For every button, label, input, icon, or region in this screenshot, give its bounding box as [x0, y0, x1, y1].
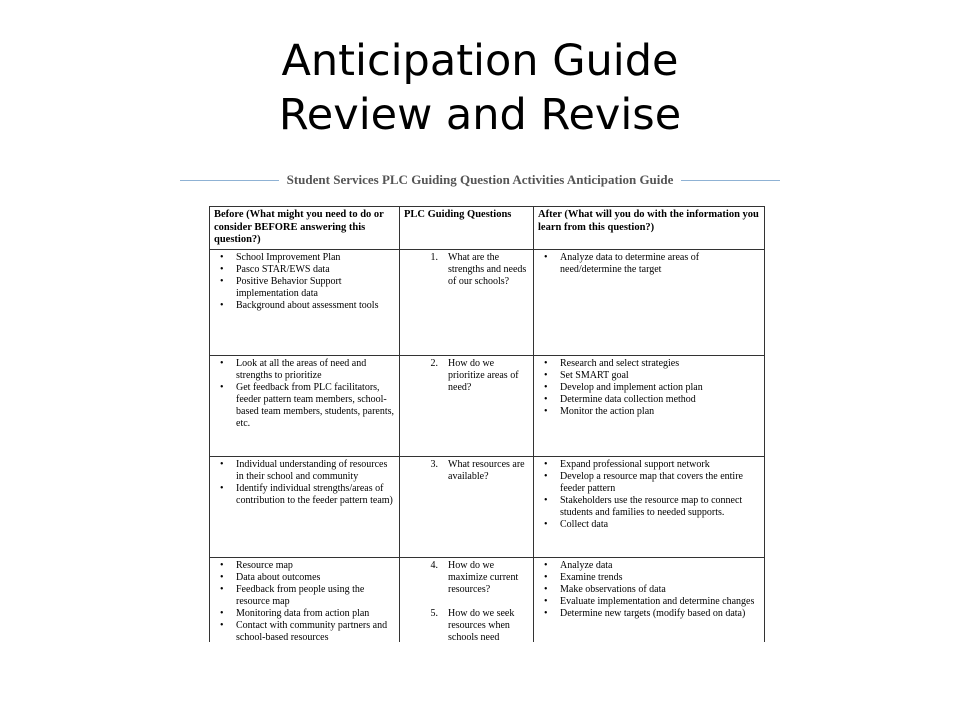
- after-item: • Determine data collection method: [538, 394, 760, 406]
- question-number: 3.: [430, 459, 438, 470]
- guiding-question: [404, 608, 529, 642]
- table-row: [210, 250, 765, 356]
- after-cell: [534, 457, 765, 558]
- after-item: • Expand professional support network: [538, 459, 760, 471]
- after-item: • Set SMART goal: [538, 370, 760, 382]
- before-cell: [210, 356, 400, 457]
- after-item: • Develop and implement action plan: [538, 382, 760, 394]
- question-text: What are the strengths and needs of our schools?: [448, 252, 527, 287]
- guiding-question: [404, 459, 529, 483]
- guiding-question: [404, 252, 529, 288]
- slide-title: [0, 34, 960, 142]
- question-number: 1.: [430, 252, 438, 263]
- before-cell: [210, 558, 400, 643]
- table-row: [210, 558, 765, 643]
- after-item: • Research and select strategies: [538, 358, 760, 370]
- anticipation-guide-table: [209, 206, 765, 642]
- after-item: • Analyze data: [538, 560, 760, 572]
- before-item: • School Improvement Plan: [214, 252, 395, 264]
- before-item: • Positive Behavior Support implementation data: [214, 276, 395, 300]
- document-header: [180, 171, 780, 189]
- question-cell: [400, 457, 534, 558]
- before-item: • Feedback from people using the resource map: [214, 584, 395, 608]
- before-cell: [210, 250, 400, 356]
- after-cell: [534, 558, 765, 643]
- header-rule-left: [180, 180, 279, 181]
- before-item: • Data about outcomes: [214, 572, 395, 584]
- question-cell: [400, 250, 534, 356]
- question-text: How do we prioritize areas of need?: [448, 358, 519, 393]
- before-item: • Background about assessment tools: [214, 300, 395, 312]
- question-number: 2.: [430, 358, 438, 369]
- before-item: • Look at all the areas of need and strengths to prioritize: [214, 358, 395, 382]
- table-row: [210, 356, 765, 457]
- after-cell: [534, 250, 765, 356]
- after-item: • Determine new targets (modify based on data): [538, 608, 760, 620]
- guiding-question: [404, 560, 529, 596]
- before-item: • Monitoring data from action plan: [214, 608, 395, 620]
- after-item: • Collect data: [538, 519, 760, 531]
- before-item: • Resource map: [214, 560, 395, 572]
- before-item: • Individual understanding of resources in their school and community: [214, 459, 395, 483]
- question-cell: [400, 356, 534, 457]
- after-item: • Stakeholders use the resource map to connect students and families to needed supports.: [538, 495, 760, 519]
- table-header-row: [210, 207, 765, 250]
- after-item: • Develop a resource map that covers the entire feeder pattern: [538, 471, 760, 495]
- question-text: What resources are available?: [448, 459, 525, 482]
- after-item: • Monitor the action plan: [538, 406, 760, 418]
- question-number: 5.: [430, 608, 438, 619]
- guiding-question: [404, 358, 529, 394]
- header-rule-right: [681, 180, 780, 181]
- after-item: • Evaluate implementation and determine changes: [538, 596, 760, 608]
- after-item: • Analyze data to determine areas of need/determine the target: [538, 252, 760, 276]
- question-cell: [400, 558, 534, 643]
- before-item: • Identify individual strengths/areas of contribution to the feeder pattern team): [214, 483, 395, 507]
- before-item: • Pasco STAR/EWS data: [214, 264, 395, 276]
- table-row: [210, 457, 765, 558]
- anticipation-guide-table-image: [209, 206, 765, 642]
- after-item: • Make observations of data: [538, 584, 760, 596]
- document-header-text: Student Services PLC Guiding Question Activities Anticipation Guide: [286, 172, 674, 187]
- question-text: How do we seek resources when schools need: [448, 608, 515, 642]
- column-header-before: Before (What might you need to do or consider BEFORE answering this question?): [210, 207, 400, 250]
- before-item: • Contact with community partners and school-based resources: [214, 620, 395, 642]
- title-line-2: Review and Revise: [278, 90, 682, 140]
- before-item: • Get feedback from PLC facilitators, feeder pattern team members, school-based team members, students, parents, etc.: [214, 382, 395, 430]
- title-line-1: Anticipation Guide: [281, 36, 679, 86]
- after-cell: [534, 356, 765, 457]
- after-item: • Examine trends: [538, 572, 760, 584]
- question-number: 4.: [430, 560, 438, 571]
- column-header-questions: PLC Guiding Questions: [400, 207, 534, 250]
- column-header-after: After (What will you do with the information you learn from this question?): [534, 207, 765, 250]
- question-text: How do we maximize current resources?: [448, 560, 519, 595]
- before-cell: [210, 457, 400, 558]
